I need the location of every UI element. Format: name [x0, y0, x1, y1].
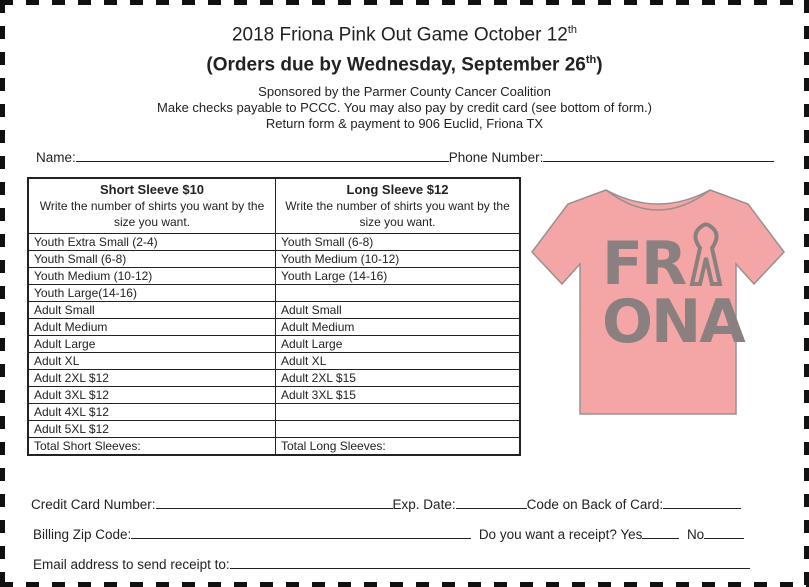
table-row [28, 404, 520, 421]
table-row [28, 353, 520, 370]
due-date: (Orders due by Wednesday, September 26th) [206, 54, 603, 76]
table-row [28, 285, 520, 302]
table-row [28, 421, 520, 438]
long-sleeve-size-cell[interactable]: Adult Large [276, 336, 521, 353]
short-sleeve-size-cell[interactable]: Adult Large [28, 336, 276, 353]
border-bottom [0, 582, 809, 587]
long-sleeve-size-cell[interactable]: Adult XL [276, 353, 521, 370]
long-sleeve-size-cell[interactable] [276, 421, 521, 438]
name-phone-row [36, 149, 774, 165]
totals-row [28, 438, 520, 456]
email-field[interactable] [230, 556, 750, 569]
short-sleeve-size-cell[interactable]: Youth Medium (10-12) [28, 268, 276, 285]
card-code-label: Code on Back of Card: [526, 497, 664, 512]
table-row [28, 319, 520, 336]
long-sleeve-size-cell[interactable]: Youth Small (6-8) [276, 234, 521, 251]
receipt-no-label: No [686, 527, 705, 542]
card-code-field[interactable] [663, 496, 741, 509]
short-sleeve-size-cell[interactable]: Youth Small (6-8) [28, 251, 276, 268]
receipt-question: Do you want a receipt? Yes [478, 527, 643, 542]
phone-field[interactable] [543, 149, 774, 162]
short-sleeve-size-cell[interactable]: Youth Extra Small (2-4) [28, 234, 276, 251]
short-sleeve-size-cell[interactable]: Adult Small [28, 302, 276, 319]
table-row [28, 370, 520, 387]
short-sleeve-size-cell[interactable]: Adult 2XL $12 [28, 370, 276, 387]
table-header-row [28, 178, 520, 234]
table-row [28, 302, 520, 319]
credit-card-field[interactable] [156, 496, 393, 509]
credit-card-label: Credit Card Number: [31, 497, 156, 512]
short-sleeve-instruction: Write the number of shirts you want by the size you want. [39, 199, 265, 229]
table-row [28, 251, 520, 268]
billing-zip-row [33, 526, 744, 542]
table-row [28, 336, 520, 353]
email-row [33, 556, 750, 572]
billing-zip-field[interactable] [131, 526, 471, 539]
long-sleeve-size-cell[interactable]: Youth Medium (10-12) [276, 251, 521, 268]
long-sleeve-size-cell[interactable] [276, 285, 521, 302]
short-sleeve-size-cell[interactable]: Adult Medium [28, 319, 276, 336]
payment-line: Make checks payable to PCCC. You may also pay by credit card (see bottom of form.) [157, 100, 652, 115]
name-label: Name: [36, 150, 76, 165]
short-sleeve-size-cell[interactable]: Adult 5XL $12 [28, 421, 276, 438]
long-sleeve-instruction: Write the number of shirts you want by the size you want. [285, 199, 510, 229]
receipt-yes-field[interactable] [642, 526, 679, 539]
short-sleeve-size-cell[interactable]: Youth Large(14-16) [28, 285, 276, 302]
billing-zip-label: Billing Zip Code: [33, 527, 132, 542]
pink-tshirt-image [528, 182, 798, 422]
email-label: Email address to send receipt to: [33, 557, 230, 572]
long-sleeve-header [276, 178, 521, 234]
name-field[interactable] [76, 149, 449, 162]
table-row [28, 387, 520, 404]
sponsor-info [0, 84, 809, 132]
long-sleeve-size-cell[interactable]: Adult Medium [276, 319, 521, 336]
phone-label: Phone Number: [448, 150, 544, 165]
receipt-no-field[interactable] [704, 526, 744, 539]
sponsor-line: Sponsored by the Parmer County Cancer Coalition [258, 84, 551, 99]
long-sleeve-size-cell[interactable]: Adult 2XL $15 [276, 370, 521, 387]
shirt-text-fr: FR [602, 229, 686, 299]
long-sleeve-size-cell[interactable]: Adult Small [276, 302, 521, 319]
table-row [28, 268, 520, 285]
long-sleeve-size-cell[interactable]: Youth Large (14-16) [276, 268, 521, 285]
shirt-text-ona: ONA [602, 287, 744, 357]
return-line: Return form & payment to 906 Euclid, Friona TX [265, 116, 544, 131]
exp-date-field[interactable] [456, 496, 527, 509]
order-table [27, 177, 521, 456]
form-title: 2018 Friona Pink Out Game October 12th [231, 24, 578, 46]
long-sleeve-title: Long Sleeve $12 [346, 182, 449, 197]
short-sleeve-size-cell[interactable]: Adult 3XL $12 [28, 387, 276, 404]
short-sleeve-size-cell[interactable]: Total Short Sleeves: [28, 438, 276, 456]
form-header [0, 18, 809, 79]
short-sleeve-size-cell[interactable]: Adult 4XL $12 [28, 404, 276, 421]
long-sleeve-size-cell[interactable] [276, 404, 521, 421]
long-sleeve-size-cell[interactable]: Adult 3XL $15 [276, 387, 521, 404]
exp-date-label: Exp. Date: [392, 497, 456, 512]
border-top [0, 0, 809, 5]
table-row [28, 234, 520, 251]
long-sleeve-size-cell[interactable]: Total Long Sleeves: [276, 438, 521, 456]
short-sleeve-title: Short Sleeve $10 [99, 182, 205, 197]
credit-card-row [31, 496, 741, 512]
short-sleeve-size-cell[interactable]: Adult XL [28, 353, 276, 370]
short-sleeve-header [28, 178, 276, 234]
